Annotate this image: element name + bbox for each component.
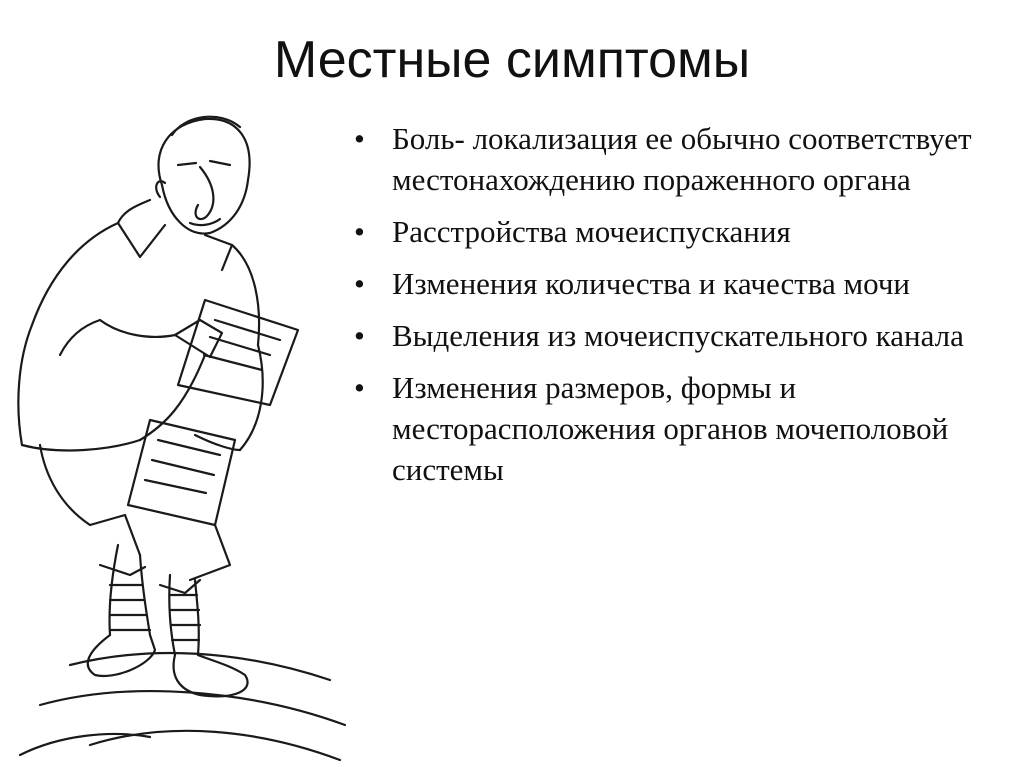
bullet-marker: • — [354, 370, 365, 405]
bullet-text: Расстройства мочеиспускания — [392, 214, 791, 249]
bullet-text: Боль- локализация ее обычно соответствует местонахождению пораженного органа — [392, 121, 972, 197]
bullet-item — [352, 211, 1017, 252]
bullet-text: Изменения количества и качества мочи — [392, 266, 911, 301]
bullet-marker: • — [354, 121, 365, 156]
bullet-item — [352, 263, 1017, 304]
bullet-item — [352, 118, 1017, 200]
bullet-marker: • — [354, 214, 365, 249]
slide-title: Местные симптомы — [273, 31, 751, 89]
bullet-marker: • — [354, 266, 365, 301]
bullet-item — [352, 367, 1017, 490]
bullet-text: Выделения из мочеиспускательного канала — [392, 318, 964, 353]
man-reading-papers-illustration-icon — [0, 105, 350, 767]
bullet-item — [352, 315, 1017, 356]
bullet-text: Изменения размеров, формы и месторасположения органов мочеполовой системы — [392, 370, 949, 487]
bullet-marker: • — [354, 318, 365, 353]
bullet-list — [352, 118, 1017, 501]
